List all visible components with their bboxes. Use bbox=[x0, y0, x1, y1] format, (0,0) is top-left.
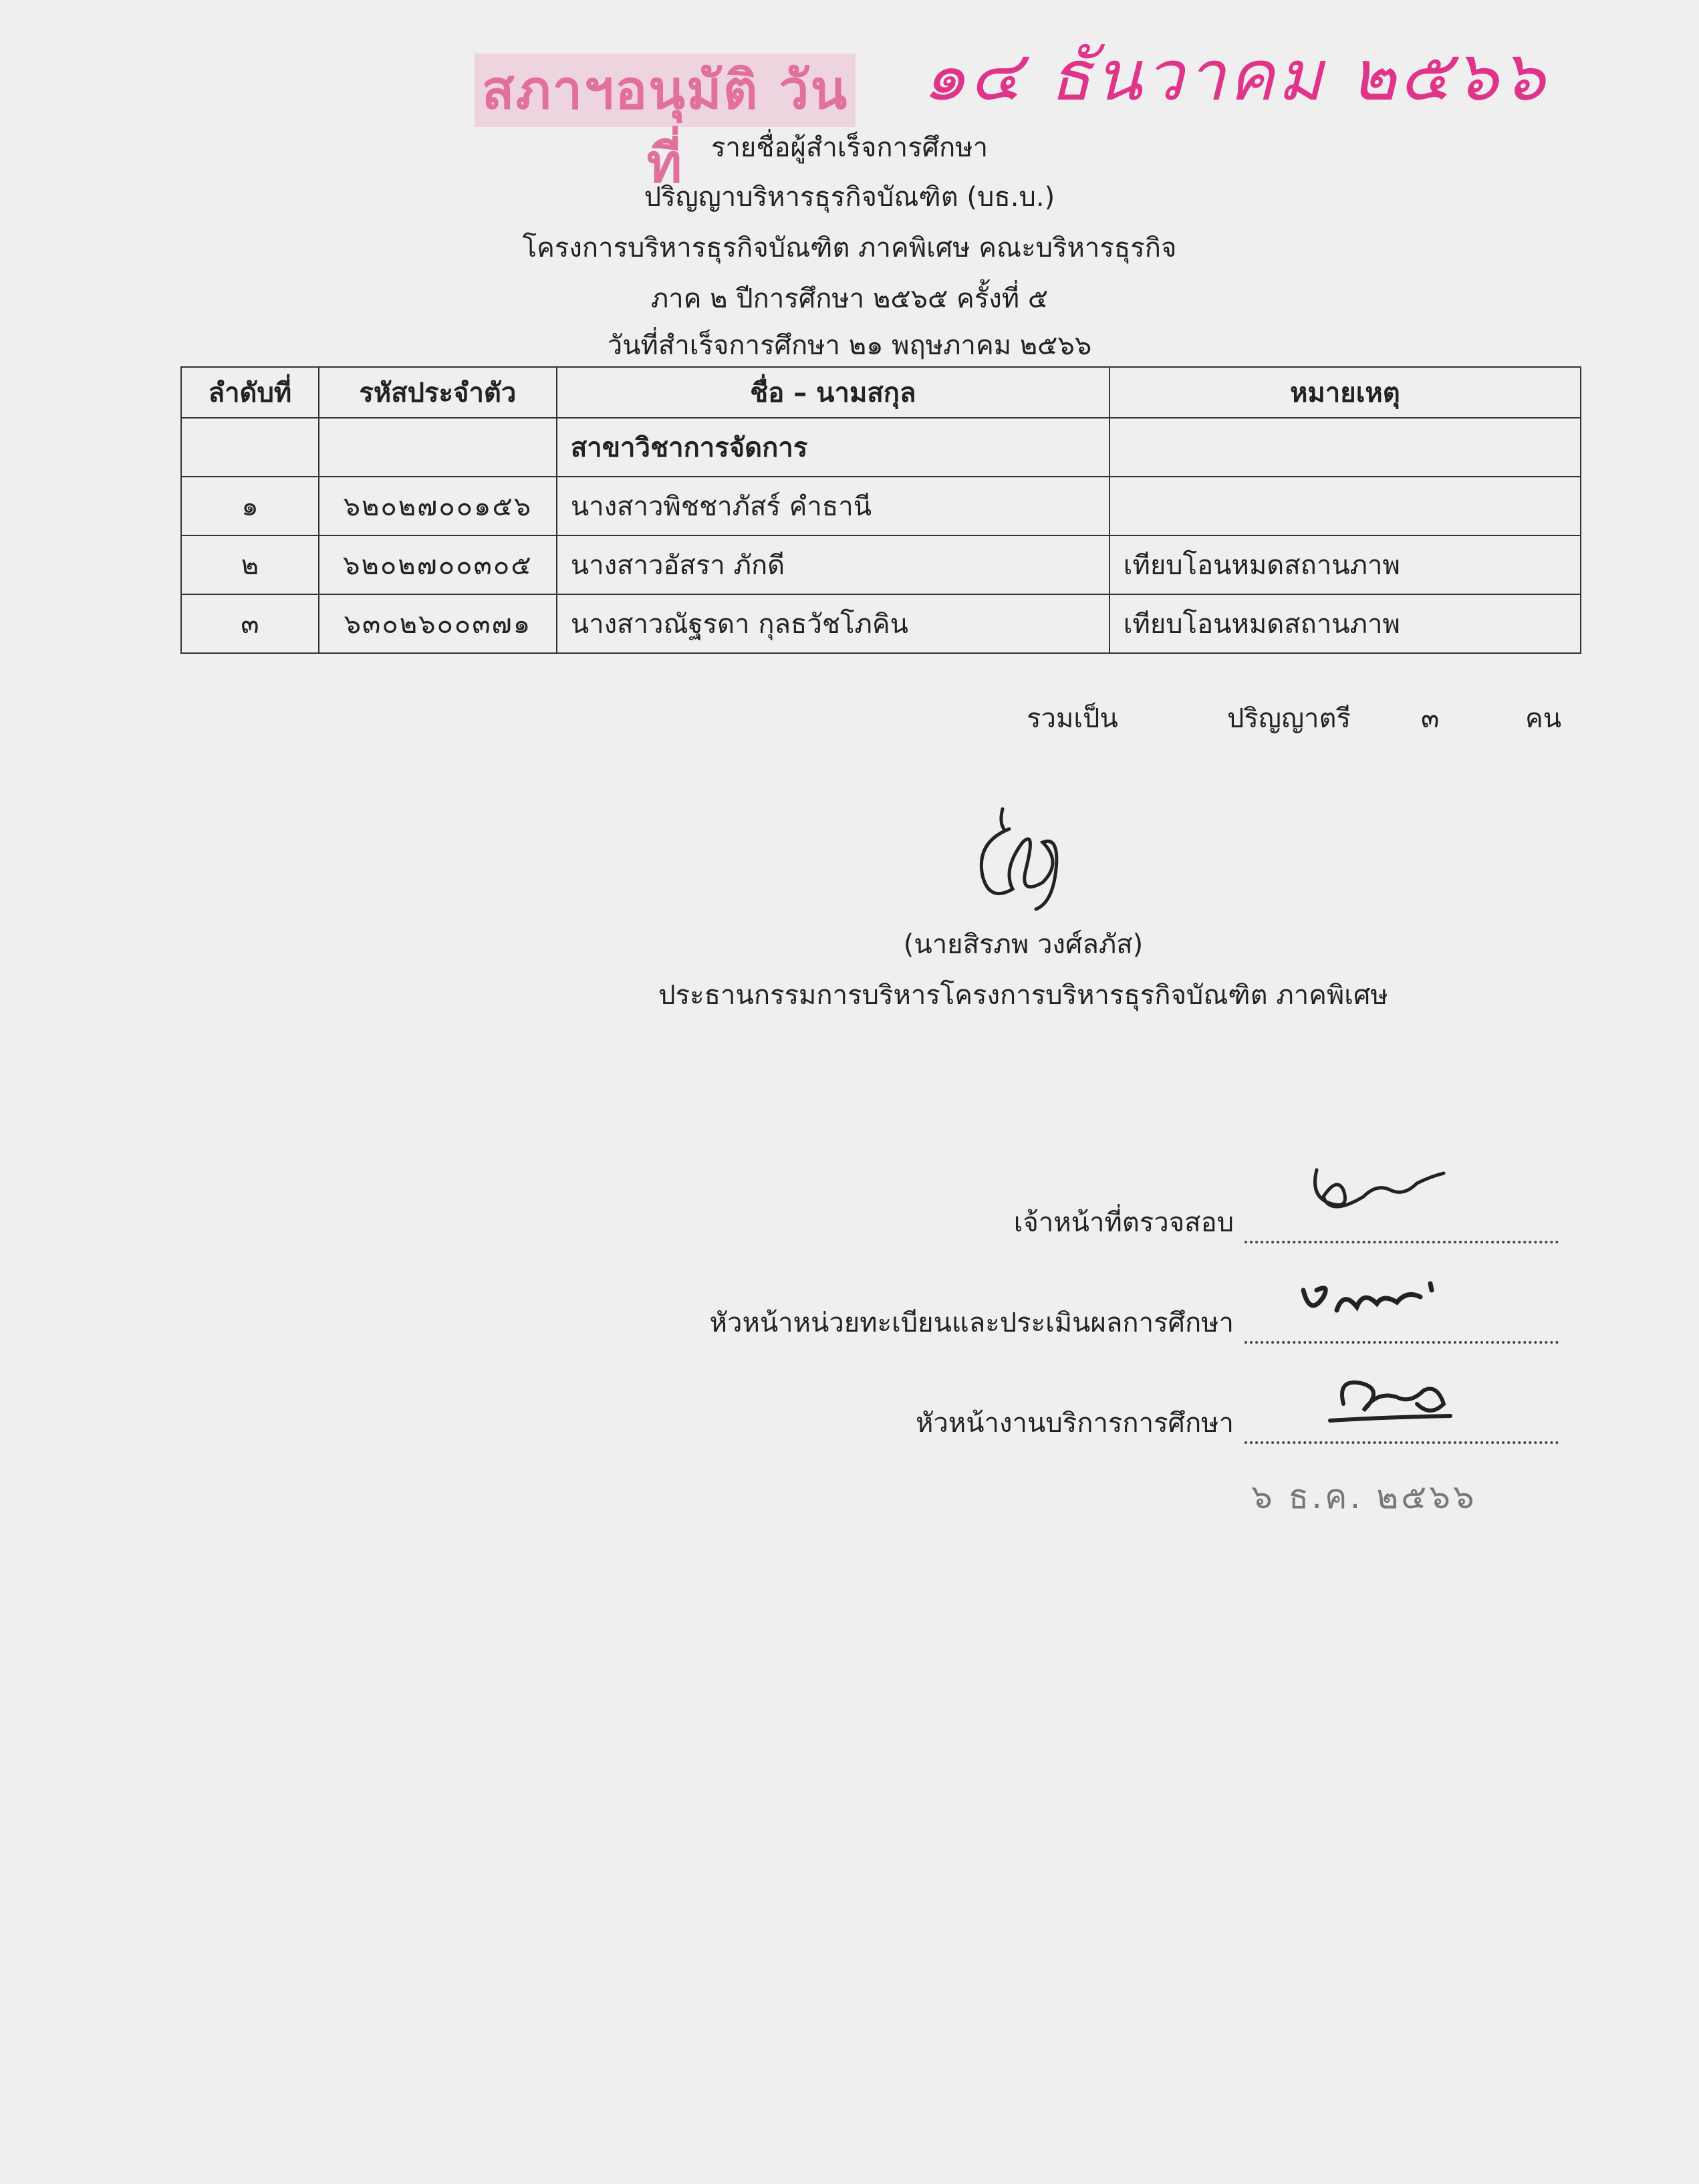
signer-position: ประธานกรรมการบริหารโครงการบริหารธุรกิจบัณฑิต ภาคพิเศษ bbox=[658, 980, 1388, 1011]
check-officer-label: เจ้าหน้าที่ตรวจสอบ bbox=[1013, 1207, 1234, 1238]
signature-line bbox=[1245, 1221, 1559, 1243]
summary-label: รวมเป็น bbox=[1027, 703, 1118, 734]
row-note: เทียบโอนหมดสถานภาพ bbox=[1109, 594, 1581, 653]
table-header-row bbox=[181, 367, 1581, 418]
doc-grad-date: วันที่สำเร็จการศึกษา ๒๑ พฤษภาคม ๒๕๖๖ bbox=[607, 330, 1092, 361]
officer-signature bbox=[1303, 1157, 1450, 1223]
row-id: ๖๒๐๒๗๐๐๓๐๕ bbox=[319, 535, 557, 594]
received-date-stamp: ๖ ธ.ค. ๒๕๖๖ bbox=[1251, 1477, 1477, 1516]
doc-program: โครงการบริหารธุรกิจบัณฑิต ภาคพิเศษ คณะบริหารธุรกิจ bbox=[522, 233, 1177, 263]
table-row bbox=[181, 594, 1581, 653]
row-note bbox=[1109, 477, 1581, 535]
row-no: ๑ bbox=[181, 477, 319, 535]
section-label: สาขาวิชาการจัดการ bbox=[557, 418, 1109, 477]
table-row bbox=[181, 535, 1581, 594]
doc-term: ภาค ๒ ปีการศึกษา ๒๕๖๕ ครั้งที่ ๕ bbox=[650, 283, 1049, 314]
signer-name: (นายสิรภพ วงศ์ลภัส) bbox=[903, 929, 1144, 960]
header-no: ลำดับที่ bbox=[181, 367, 319, 418]
header-note: หมายเหตุ bbox=[1109, 367, 1581, 418]
row-id: ๖๓๐๒๖๐๐๓๗๑ bbox=[319, 594, 557, 653]
handwritten-approval-date: ๑๔ ธันวาคม ๒๕๖๖ bbox=[922, 35, 1548, 116]
summary-unit: คน bbox=[1525, 703, 1562, 734]
services-signature bbox=[1323, 1364, 1470, 1431]
section-row bbox=[181, 418, 1581, 477]
header-name: ชื่อ – นามสกุล bbox=[557, 367, 1109, 418]
approval-stamp: สภาฯอนุมัติ วันที่ bbox=[475, 53, 856, 127]
doc-degree: ปริญญาบริหารธุรกิจบัณฑิต (บธ.บ.) bbox=[644, 182, 1055, 213]
row-name: นางสาวพิชชาภัสร์ คำธานี bbox=[557, 477, 1109, 535]
chairman-signature bbox=[962, 802, 1083, 916]
doc-title: รายชื่อผู้สำเร็จการศึกษา bbox=[710, 132, 989, 163]
header-id: รหัสประจำตัว bbox=[319, 367, 557, 418]
check-officer bbox=[1014, 1201, 1559, 1243]
row-no: ๓ bbox=[181, 594, 319, 653]
registrar-signature bbox=[1290, 1270, 1444, 1330]
graduates-table bbox=[180, 366, 1581, 654]
row-name: นางสาวอัสรา ภักดี bbox=[557, 535, 1109, 594]
table-row bbox=[181, 477, 1581, 535]
check-registrar-label: หัวหน้าหน่วยทะเบียนและประเมินผลการศึกษา bbox=[709, 1308, 1234, 1338]
summary-count: ๓ bbox=[1421, 703, 1440, 734]
row-name: นางสาวณัฐรดา กุลธวัชโภคิน bbox=[557, 594, 1109, 653]
summary-degree: ปริญญาตรี bbox=[1227, 703, 1351, 734]
row-note: เทียบโอนหมดสถานภาพ bbox=[1109, 535, 1581, 594]
row-no: ๒ bbox=[181, 535, 319, 594]
row-id: ๖๒๐๒๗๐๐๑๕๖ bbox=[319, 477, 557, 535]
check-services-label: หัวหน้างานบริการการศึกษา bbox=[916, 1408, 1234, 1439]
